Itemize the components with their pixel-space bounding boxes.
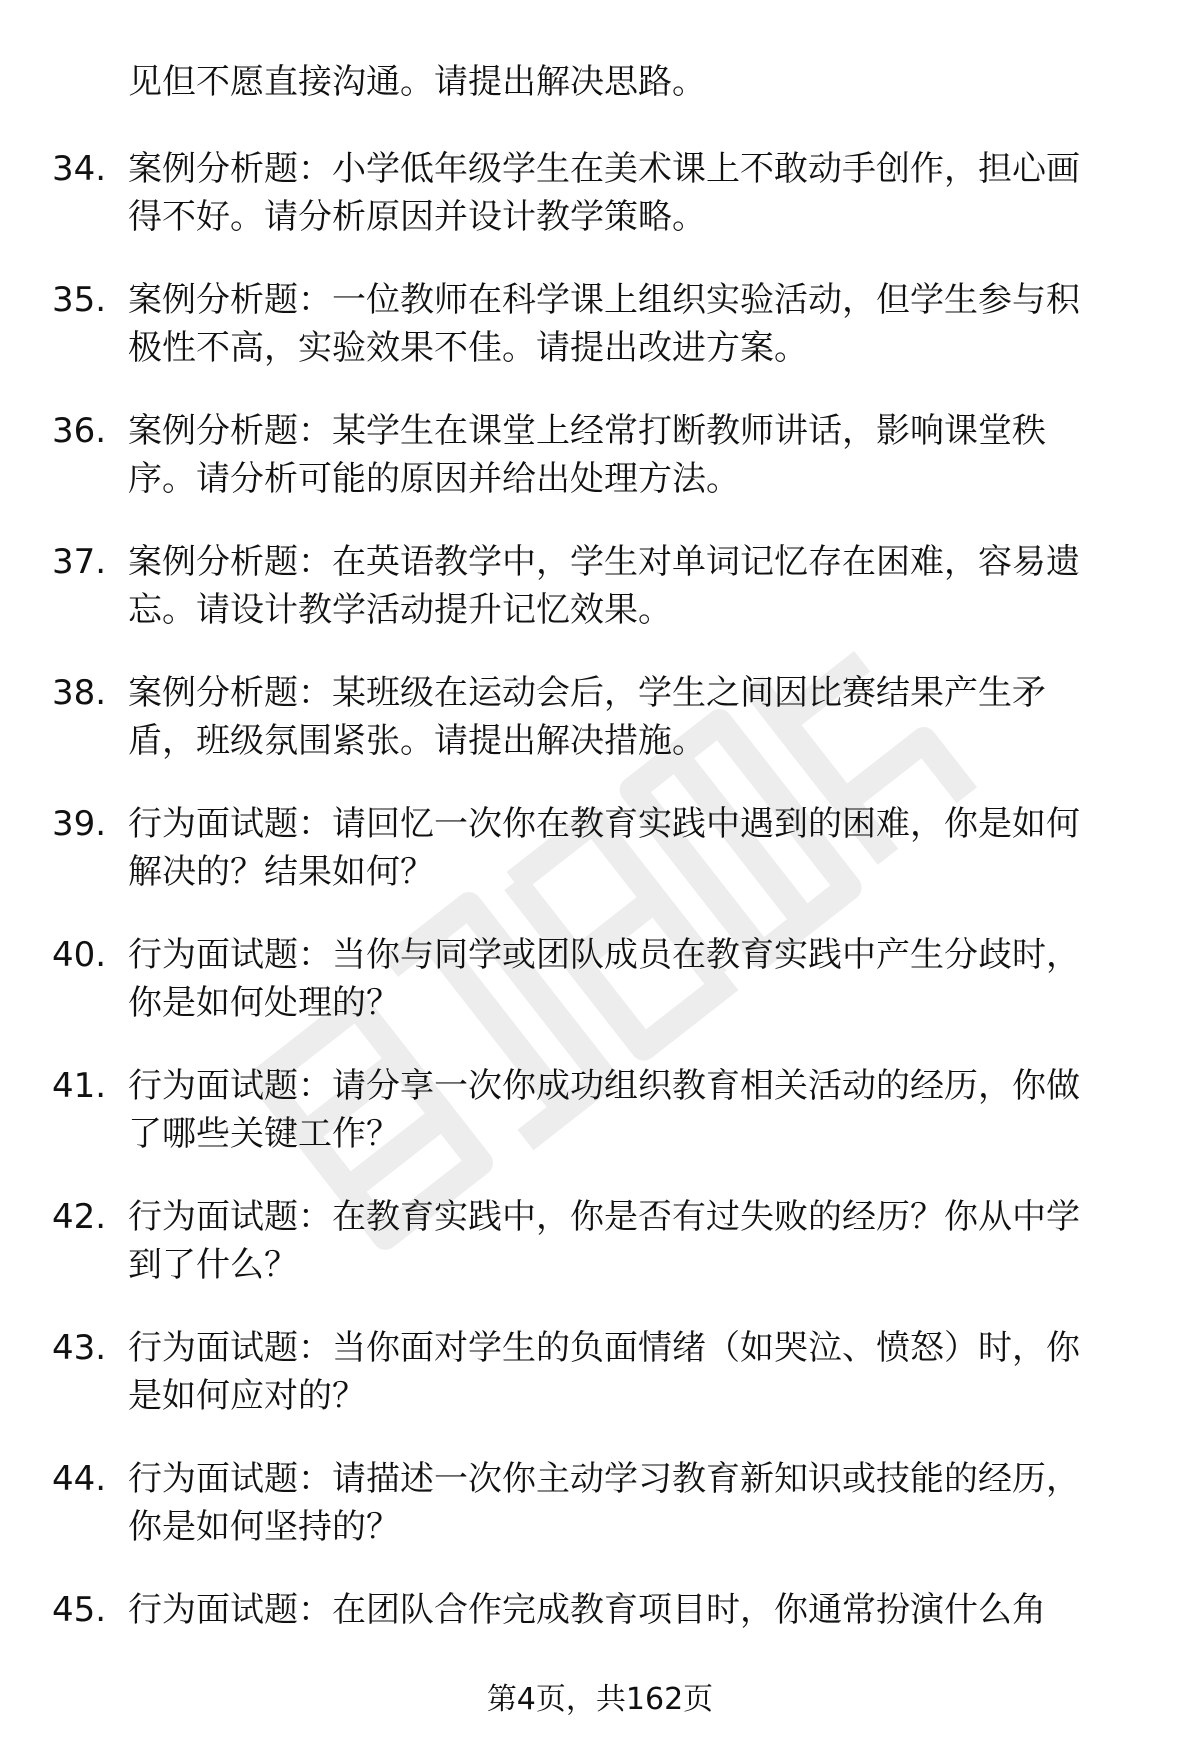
question-item: [0, 1324, 1200, 1455]
question-number: 34.: [52, 149, 107, 189]
question-text: [128, 669, 1138, 765]
question-number: 35.: [52, 280, 107, 320]
page-footer: 第4页，共162页: [486, 1682, 714, 1717]
question-item: [0, 276, 1200, 407]
question-line: 盾，班级氛围紧张。请提出解决措施。: [128, 721, 706, 761]
question-number: 36.: [52, 411, 107, 451]
continuation-text: 见但不愿直接沟通。请提出解决思路。: [128, 62, 706, 102]
question-line: 你是如何处理的？: [128, 983, 400, 1023]
question-line: 行为面试题：在团队合作完成教育项目时，你通常扮演什么角: [128, 1590, 1046, 1630]
question-number: 40.: [52, 935, 107, 975]
question-text: [128, 800, 1138, 896]
question-number: 41.: [52, 1066, 107, 1106]
question-line: 极性不高，实验效果不佳。请提出改进方案。: [128, 328, 808, 368]
question-line: 序。请分析可能的原因并给出处理方法。: [128, 459, 740, 499]
question-line: 你是如何坚持的？: [128, 1507, 400, 1547]
question-line: 忘。请设计教学活动提升记忆效果。: [128, 590, 672, 630]
question-line: 行为面试题：请描述一次你主动学习教育新知识或技能的经历，: [128, 1459, 1080, 1499]
question-number: 43.: [52, 1328, 107, 1368]
question-number: 37.: [52, 542, 107, 582]
question-line: 行为面试题：当你面对学生的负面情绪（如哭泣、愤怒）时，你: [128, 1328, 1080, 1368]
question-list: [0, 145, 1200, 1717]
question-item: [0, 800, 1200, 931]
question-line: 是如何应对的？: [128, 1376, 366, 1416]
question-text: [128, 931, 1138, 1027]
question-line: 了哪些关键工作？: [128, 1114, 400, 1154]
question-line: 行为面试题：在教育实践中，你是否有过失败的经历？你从中学: [128, 1197, 1080, 1237]
question-line: 得不好。请分析原因并设计教学策略。: [128, 197, 706, 237]
question-line: 案例分析题：小学低年级学生在美术课上不敢动手创作，担心画: [128, 149, 1080, 189]
question-item: [0, 538, 1200, 669]
question-text: [128, 1586, 1138, 1634]
question-text: [128, 538, 1138, 634]
question-text: [128, 276, 1138, 372]
question-line: 解决的？结果如何？: [128, 852, 434, 892]
question-line: 案例分析题：一位教师在科学课上组织实验活动，但学生参与积: [128, 280, 1080, 320]
question-line: 案例分析题：某班级在运动会后，学生之间因比赛结果产生矛: [128, 673, 1046, 713]
question-text: [128, 1193, 1138, 1289]
question-text: [128, 1324, 1138, 1420]
question-item: [0, 1062, 1200, 1193]
question-line: 案例分析题：某学生在课堂上经常打断教师讲话，影响课堂秩: [128, 411, 1046, 451]
question-line: 行为面试题：请分享一次你成功组织教育相关活动的经历，你做: [128, 1066, 1080, 1106]
question-item: [0, 407, 1200, 538]
question-text: [128, 1062, 1138, 1158]
question-number: 45.: [52, 1590, 107, 1630]
question-item: [0, 669, 1200, 800]
question-text: [128, 1455, 1138, 1551]
question-text: [128, 407, 1138, 503]
question-item: [0, 931, 1200, 1062]
question-line: 行为面试题：当你与同学或团队成员在教育实践中产生分歧时，: [128, 935, 1080, 975]
question-line: 案例分析题：在英语教学中，学生对单词记忆存在困难，容易遗: [128, 542, 1080, 582]
question-line: 行为面试题：请回忆一次你在教育实践中遇到的困难，你是如何: [128, 804, 1080, 844]
question-item: [0, 1193, 1200, 1324]
question-number: 42.: [52, 1197, 107, 1237]
question-number: 38.: [52, 673, 107, 713]
question-text: [128, 145, 1138, 241]
question-line: 到了什么？: [128, 1245, 298, 1285]
question-item: [0, 145, 1200, 276]
question-number: 44.: [52, 1459, 107, 1499]
question-number: 39.: [52, 804, 107, 844]
question-item: [0, 1455, 1200, 1586]
